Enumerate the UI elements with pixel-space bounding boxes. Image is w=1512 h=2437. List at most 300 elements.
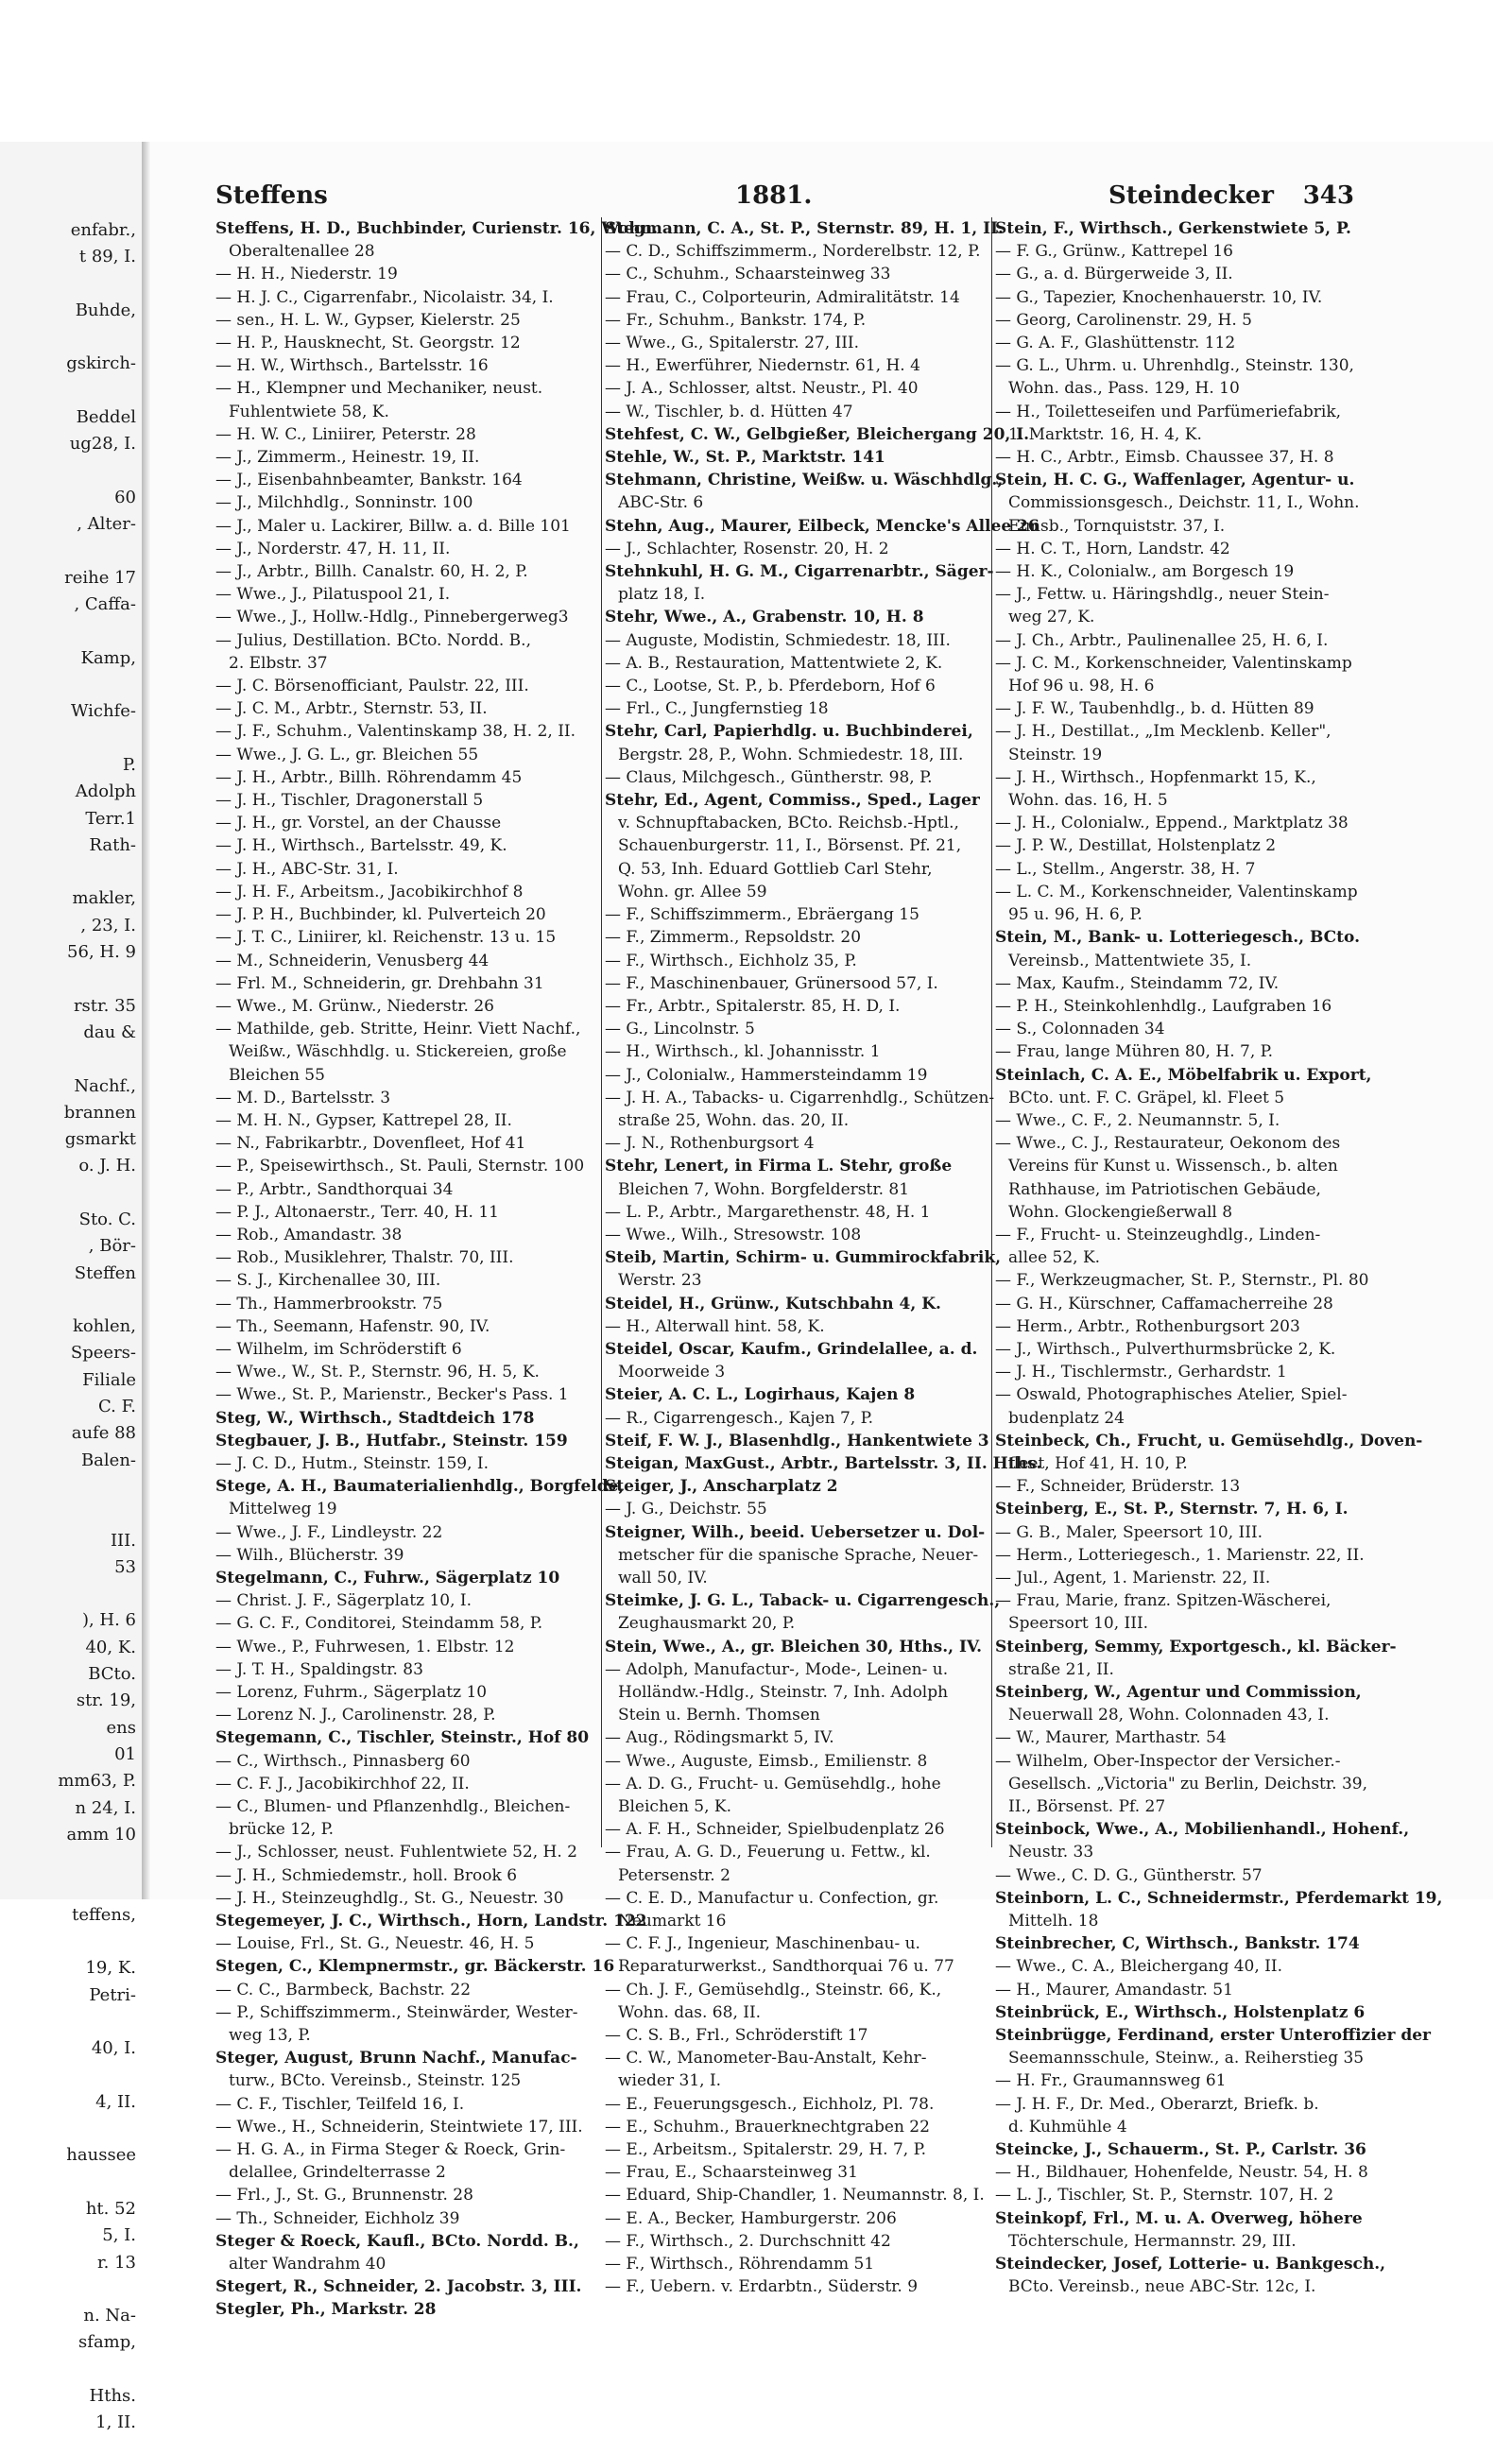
directory-entry: — Fr., Arbtr., Spitalerstr. 85, H. D, I. [605, 996, 901, 1016]
previous-page-line [0, 1581, 142, 1607]
directory-entry: — F. G., Grünw., Kattrepel 16 [995, 242, 1233, 262]
directory-entry: — J. T. H., Spaldingstr. 83 [215, 1659, 423, 1679]
directory-entry: — J. F. W., Taubenhdlg., b. d. Hütten 89 [995, 699, 1314, 719]
directory-entry: — J. H., Schmiedemstr., holl. Brook 6 [215, 1865, 518, 1885]
previous-page-line [0, 378, 142, 404]
directory-entry: Stehnkuhl, H. G. M., Cigarrenarbtr., Säger- [605, 562, 994, 582]
directory-entry: — Wwe., Auguste, Eimsb., Emilienstr. 8 [605, 1751, 928, 1771]
directory-entry: Vereins für Kunst u. Wissensch., b. alten [1008, 1157, 1338, 1176]
directory-entry: — sen., H. L. W., Gypser, Kielerstr. 25 [215, 310, 521, 330]
directory-entry: Oberaltenallee 28 [229, 242, 375, 262]
directory-entry: — J. H., gr. Vorstel, an der Chausse [215, 814, 502, 833]
directory-entry: — J. H. F., Arbeitsm., Jacobikirchhof 8 [215, 882, 524, 901]
previous-page-line: Adolph [75, 781, 136, 802]
previous-page-line: III. [110, 1530, 136, 1551]
directory-entry: — J., Colonialw., Hammersteindamm 19 [605, 1065, 928, 1085]
previous-page-line: n. Na- [83, 2306, 136, 2326]
previous-page-line [0, 458, 142, 485]
directory-entry: 1. Marktstr. 16, H. 4, K. [1008, 424, 1202, 444]
directory-entry: — F., Zimmerm., Repsoldstr. 20 [605, 928, 862, 948]
previous-page-line [0, 324, 142, 351]
directory-entry: Stein, F., Wirthsch., Gerkenstwiete 5, P. [995, 219, 1351, 238]
directory-entry: Eimsb., Tornquiststr. 37, I. [1008, 516, 1226, 536]
directory-entry: Steinbrecher, C, Wirthsch., Bankstr. 174 [995, 1934, 1360, 1954]
previous-page-line: ens [106, 1717, 136, 1738]
previous-page-line [0, 966, 142, 992]
directory-entry: — S., Colonnaden 34 [995, 1020, 1165, 1039]
directory-entry: — J. C. D., Hutm., Steinstr. 159, I. [215, 1453, 490, 1473]
directory-entry: Speersort 10, III. [1008, 1614, 1149, 1634]
directory-entry: Neustr. 33 [1008, 1843, 1094, 1862]
directory-entry: wieder 31, I. [618, 2071, 722, 2091]
previous-page-line: enfabr., [70, 220, 136, 240]
directory-entry: Steinlach, C. A. E., Möbelfabrik u. Export, [995, 1065, 1372, 1085]
directory-entry: — M. D., Bartelsstr. 3 [215, 1088, 391, 1107]
directory-entry: — C. W., Manometer-Bau-Anstalt, Kehr- [605, 2049, 927, 2068]
previous-page-line [0, 726, 142, 752]
previous-page-line: 4, II. [95, 2091, 136, 2112]
directory-entry: Steger & Roeck, Kaufl., BCto. Nordd. B., [215, 2231, 579, 2251]
directory-entry: Neumarkt 16 [618, 1912, 727, 1931]
previous-page-line: teffens, [72, 1904, 136, 1925]
directory-entry: — Wwe., C. A., Bleichergang 40, II. [995, 1957, 1283, 1977]
directory-entry: Moorweide 3 [618, 1363, 726, 1382]
directory-entry: Werstr. 23 [618, 1271, 702, 1291]
directory-column-3 [995, 217, 1443, 2297]
previous-page-line: Terr.1 [85, 808, 136, 829]
directory-entry: — C., Schuhm., Schaarsteinweg 33 [605, 265, 891, 284]
directory-entry: — J. N., Rothenburgsort 4 [605, 1134, 815, 1154]
directory-entry: — C. F. J., Ingenieur, Maschinenbau- u. [605, 1934, 920, 1954]
directory-entry: Wohn. Glockengießerwall 8 [1008, 1202, 1233, 1222]
previous-page-line: aufe 88 [71, 1423, 136, 1444]
directory-entry: — H. K., Colonialw., am Borgesch 19 [995, 562, 1295, 582]
directory-entry: — Wwe., G., Spitalerstr. 27, III. [605, 334, 860, 353]
directory-entry: Rathhause, im Patriotischen Gebäude, [1008, 1179, 1321, 1199]
directory-entry: — Wwe., J. G. L., gr. Bleichen 55 [215, 745, 479, 764]
previous-page-line: , Alter- [77, 514, 136, 535]
previous-page-line [0, 1474, 142, 1501]
directory-entry: — J., Fettw. u. Häringshdlg., neuer Stein- [995, 585, 1330, 605]
directory-entry: — G. B., Maler, Speersort 10, III. [995, 1522, 1263, 1542]
directory-entry: — G., a. d. Bürgerweide 3, II. [995, 265, 1233, 284]
directory-entry: — J. T. C., Liniirer, kl. Reichenstr. 13 u. 15 [215, 928, 557, 948]
previous-page-line: 60 [114, 487, 136, 507]
directory-entry: Wohn. das. 68, II. [618, 2002, 762, 2022]
directory-entry: Stehr, Lenert, in Firma L. Stehr, große [605, 1157, 953, 1176]
directory-entry: — C. F. J., Jacobikirchhof 22, II. [215, 1774, 470, 1793]
book-gutter [142, 142, 151, 1899]
previous-page-line: P. [122, 754, 136, 775]
directory-entry: — Wwe., St. P., Marienstr., Becker's Pass. 1 [215, 1385, 569, 1405]
directory-entry: Steincke, J., Schauerm., St. P., Carlstr. 36 [995, 2140, 1366, 2160]
directory-entry: — C. F., Tischler, Teilfeld 16, I. [215, 2094, 465, 2114]
directory-entry: Stegelmann, C., Fuhrw., Sägerplatz 10 [215, 1568, 560, 1587]
directory-entry: — S. J., Kirchenallee 30, III. [215, 1271, 441, 1291]
directory-entry: — H., Ewerführer, Niedernstr. 61, H. 4 [605, 356, 920, 376]
directory-entry: Bleichen 7, Wohn. Borgfelderstr. 81 [618, 1179, 910, 1199]
directory-entry: Töchterschule, Hermannstr. 29, III. [1008, 2231, 1297, 2251]
directory-entry: Wohn. das. 16, H. 5 [1008, 791, 1168, 811]
directory-entry: — H. W. C., Liniirer, Peterstr. 28 [215, 424, 476, 444]
directory-entry: — Auguste, Modistin, Schmiedestr. 18, III. [605, 630, 951, 650]
directory-entry: — J. H., Destillat., „Im Mecklenb. Keller", [995, 722, 1332, 742]
directory-entry: — C. S. B., Frl., Schröderstift 17 [605, 2026, 868, 2046]
directory-entry: — J., Wirthsch., Pulverthurmsbrücke 2, K. [995, 1339, 1336, 1359]
directory-entry: — J. H., Colonialw., Eppend., Marktplatz 38 [995, 814, 1349, 833]
directory-entry: Steif, F. W. J., Blasenhdlg., Hankentwiete 3 [605, 1431, 989, 1450]
previous-page-line: Petri- [89, 1984, 136, 2005]
directory-entry: Stege, A. H., Baumaterialienhdlg., Borgfelde, [215, 1477, 625, 1497]
directory-entry: Holländw.-Hdlg., Steinstr. 7, Inh. Adolph [618, 1683, 949, 1702]
directory-entry: — C. C., Barmbeck, Bachstr. 22 [215, 1980, 472, 1999]
previous-page-line: str. 19, [76, 1690, 136, 1711]
directory-entry: — E., Schuhm., Brauerknechtgraben 22 [605, 2117, 930, 2137]
previous-page-line [0, 618, 142, 644]
directory-entry: Wohn. das., Pass. 129, H. 10 [1008, 379, 1240, 399]
directory-entry: Weißw., Wäschhdlg. u. Stickereien, große [229, 1042, 567, 1062]
directory-entry: — H., Bildhauer, Hohenfelde, Neustr. 54, H. 8 [995, 2163, 1368, 2183]
previous-page-edge [0, 142, 145, 2433]
directory-entry: — Frau, lange Mühren 80, H. 7, P. [995, 1042, 1274, 1062]
directory-entry: Schauenburgerstr. 11, I., Börsenst. Pf. 21, [618, 836, 962, 856]
previous-page-line: , Caffa- [74, 594, 136, 615]
directory-entry: — H. H., Niederstr. 19 [215, 265, 398, 284]
directory-entry: straße 25, Wohn. das. 20, II. [618, 1110, 850, 1130]
directory-entry: — R., Cigarrengesch., Kajen 7, P. [605, 1408, 874, 1428]
directory-entry: — Claus, Milchgesch., Güntherstr. 98, P. [605, 767, 933, 787]
previous-page-line: makler, [72, 888, 136, 909]
previous-page-line: 19, K. [85, 1958, 136, 1979]
previous-page-line: ht. 52 [85, 2198, 136, 2219]
directory-entry: d. Kuhmühle 4 [1008, 2117, 1127, 2137]
previous-page-line [0, 1848, 142, 1875]
previous-page-line: Buhde, [75, 300, 136, 320]
directory-entry: — P. J., Altonaerstr., Terr. 40, H. 11 [215, 1202, 499, 1222]
directory-entry: — Th., Schneider, Eichholz 39 [215, 2208, 460, 2228]
directory-entry: — H., Wirthsch., kl. Johannisstr. 1 [605, 1042, 881, 1062]
previous-page-line: reihe 17 [64, 567, 136, 588]
directory-entry: — L. C. M., Korkenschneider, Valentinskamp [995, 882, 1358, 901]
directory-entry: — Wilhelm, Ober-Inspector der Versicher.- [995, 1751, 1341, 1771]
directory-entry: — H. W., Wirthsch., Bartelsstr. 16 [215, 356, 489, 376]
header-year: 1881. [735, 181, 813, 210]
directory-entry: — C. D., Schiffszimmerm., Norderelbstr. 12, P. [605, 242, 981, 262]
directory-entry: — E. A., Becker, Hamburgerstr. 206 [605, 2208, 897, 2228]
directory-entry: — Wwe., H., Schneiderin, Steintwiete 17, III. [215, 2117, 583, 2137]
directory-entry: Steigan, MaxGust., Arbtr., Bartelsstr. 3, II. Hths. [605, 1453, 1042, 1473]
directory-entry: platz 18, I. [618, 585, 706, 605]
directory-entry: Steinberg, E., St. P., Sternstr. 7, H. 6, I. [995, 1500, 1349, 1519]
directory-entry: — J. C. M., Arbtr., Sternstr. 53, II. [215, 699, 488, 719]
directory-entry: Steiger, J., Anscharplatz 2 [605, 1477, 838, 1497]
previous-page-line: C. F. [98, 1397, 136, 1417]
directory-entry: Steinbrügge, Ferdinand, erster Unteroffizier der [995, 2026, 1432, 2046]
previous-page-line: brannen [63, 1102, 136, 1123]
directory-entry: Steinborn, L. C., Schneidermstr., Pferdemarkt 19, [995, 1888, 1443, 1908]
directory-entry: — W., Maurer, Marthastr. 54 [995, 1728, 1227, 1748]
directory-entry: Stegen, C., Klempnermstr., gr. Bäckerstr. 16 [215, 1957, 615, 1977]
previous-page-line [0, 672, 142, 698]
directory-entry: — F., Werkzeugmacher, St. P., Sternstr., Pl. 80 [995, 1271, 1369, 1291]
directory-entry: Stehmann, Christine, Weißw. u. Wäschhdlg., [605, 471, 1004, 490]
header-right-keyword: Steindecker [1108, 181, 1274, 210]
previous-page-text [0, 217, 142, 2433]
directory-entry: Stehfest, C. W., Gelbgießer, Bleichergang 20, I. [605, 424, 1030, 444]
previous-page-line [0, 1046, 142, 1073]
directory-entry: — H. C., Arbtr., Eimsb. Chaussee 37, H. 8 [995, 448, 1334, 468]
directory-entry: delallee, Grindelterrasse 2 [229, 2163, 446, 2183]
directory-entry: — F., Schiffszimmerm., Ebräergang 15 [605, 905, 919, 925]
directory-entry: — J. H., Arbtr., Billh. Röhrendamm 45 [215, 767, 523, 787]
directory-entry: — Wwe., M. Grünw., Niederstr. 26 [215, 996, 494, 1016]
directory-entry: — J. G., Deichstr. 55 [605, 1500, 767, 1519]
directory-entry: — Th., Hammerbrookstr. 75 [215, 1294, 443, 1313]
previous-page-line: 1, II. [95, 2412, 136, 2433]
directory-entry: allee 52, K. [1008, 1248, 1101, 1268]
directory-entry: Steindecker, Josef, Lotterie- u. Bankgesch., [995, 2255, 1386, 2274]
directory-entry: — Eduard, Ship-Chandler, 1. Neumannstr. 8, I. [605, 2186, 985, 2205]
directory-entry: — Jul., Agent, 1. Marienstr. 22, II. [995, 1568, 1271, 1587]
directory-entry: straße 21, II. [1008, 1659, 1114, 1679]
directory-entry: Bleichen 5, K. [618, 1797, 732, 1817]
directory-entry: Stehle, W., St. P., Marktstr. 141 [605, 448, 885, 468]
directory-entry: Steigner, Wilh., beeid. Uebersetzer u. Dol- [605, 1522, 986, 1542]
previous-page-line: Hths. [89, 2386, 136, 2407]
directory-entry: fleet, Hof 41, H. 10, P. [1008, 1453, 1188, 1473]
running-header [215, 181, 1354, 214]
directory-entry: — Rob., Musiklehrer, Thalstr. 70, III. [215, 1248, 514, 1268]
directory-entry: Steg, W., Wirthsch., Stadtdeich 178 [215, 1408, 535, 1428]
directory-entry: v. Schnupftabacken, BCto. Reichsb.-Hptl., [618, 814, 959, 833]
previous-page-line: r. 13 [97, 2252, 136, 2273]
previous-page-line [0, 2276, 142, 2303]
directory-entry: — Max, Kaufm., Steindamm 72, IV. [995, 973, 1280, 993]
previous-page-line [0, 1875, 142, 1901]
previous-page-line [0, 1180, 142, 1207]
directory-entry: Stegmann, C. A., St. P., Sternstr. 89, H. 1, II. [605, 219, 1004, 238]
directory-entry: — W., Tischler, b. d. Hütten 47 [605, 402, 853, 421]
previous-page-line: n 24, I. [75, 1797, 136, 1818]
previous-page-line: Balen- [80, 1450, 136, 1470]
previous-page-line: t 89, I. [78, 247, 136, 267]
previous-page-line: gsmarkt [64, 1129, 136, 1150]
directory-entry: — J. P. H., Buchbinder, kl. Pulverteich 20 [215, 905, 546, 925]
directory-entry: turw., BCto. Vereinsb., Steinstr. 125 [229, 2071, 522, 2091]
directory-entry: — G., Tapezier, Knochenhauerstr. 10, IV. [995, 287, 1323, 307]
previous-page-line [0, 539, 142, 565]
directory-entry: — Th., Seemann, Hafenstr. 90, IV. [215, 1316, 490, 1336]
previous-page-line: Beddel [76, 407, 136, 428]
directory-entry: — J. H., ABC-Str. 31, I. [215, 859, 399, 879]
directory-entry: — Wwe., P., Fuhrwesen, 1. Elbstr. 12 [215, 1637, 515, 1656]
previous-page-line: 56, H. 9 [67, 942, 136, 963]
directory-entry: — J., Schlachter, Rosenstr. 20, H. 2 [605, 539, 889, 558]
directory-entry: Wohn. gr. Allee 59 [618, 882, 767, 901]
directory-entry: — P., Arbtr., Sandthorquai 34 [215, 1179, 454, 1199]
directory-entry: Stegemann, C., Tischler, Steinstr., Hof 80 [215, 1728, 590, 1748]
directory-entry: II., Börsenst. Pf. 27 [1008, 1797, 1166, 1817]
directory-entry: Steimke, J. G. L., Taback- u. Cigarrengesch., [605, 1591, 1001, 1611]
directory-entry: — C., Lootse, St. P., b. Pferdeborn, Hof 6 [605, 677, 936, 696]
directory-entry: — Fr., Schuhm., Bankstr. 174, P. [605, 310, 867, 330]
directory-entry: Neuerwall 28, Wohn. Colonnaden 43, I. [1008, 1706, 1330, 1725]
directory-entry: — Frau, E., Schaarsteinweg 31 [605, 2163, 858, 2183]
directory-entry: 95 u. 96, H. 6, P. [1008, 905, 1143, 925]
directory-entry: Steinberg, Semmy, Exportgesch., kl. Bäcker- [995, 1637, 1397, 1656]
directory-entry: — Frau, Marie, franz. Spitzen-Wäscherei, [995, 1591, 1332, 1611]
previous-page-line: , 23, I. [80, 915, 136, 935]
previous-page-line: gskirch- [66, 353, 136, 374]
directory-entry: — J., Schlosser, neust. Fuhlentwiete 52, H. 2 [215, 1843, 577, 1862]
directory-entry: Stein, H. C. G., Waffenlager, Agentur- u. [995, 471, 1355, 490]
directory-entry: — F., Maschinenbauer, Grünersood 57, I. [605, 973, 938, 993]
previous-page-line: Kamp, [80, 647, 136, 668]
directory-entry: — J. A., Schlosser, altst. Neustr., Pl. 40 [605, 379, 919, 399]
directory-entry: — Julius, Destillation. BCto. Nordd. B., [215, 630, 531, 650]
directory-entry: — Adolph, Manufactur-, Mode-, Leinen- u. [605, 1659, 949, 1679]
directory-entry: — M. H. N., Gypser, Kattrepel 28, II. [215, 1110, 512, 1130]
directory-entry: — Herm., Lotteriegesch., 1. Marienstr. 22, II. [995, 1545, 1365, 1565]
directory-entry: — Frl. M., Schneiderin, gr. Drehbahn 31 [215, 973, 544, 993]
directory-entry: Stein, M., Bank- u. Lotteriegesch., BCto. [995, 928, 1360, 948]
directory-entry: Stegert, R., Schneider, 2. Jacobstr. 3, III. [215, 2277, 582, 2297]
directory-entry: Steidel, H., Grünw., Kutschbahn 4, K. [605, 1294, 941, 1313]
directory-entry: Steinbrück, E., Wirthsch., Holstenplatz 6 [995, 2002, 1366, 2022]
directory-entry: — Mathilde, geb. Stritte, Heinr. Viett Nachf., [215, 1020, 581, 1039]
previous-page-line [0, 859, 142, 885]
directory-entry: budenplatz 24 [1008, 1408, 1125, 1428]
directory-entry: — E., Arbeitsm., Spitalerstr. 29, H. 7, P. [605, 2140, 926, 2160]
previous-page-line: BCto. [88, 1664, 136, 1685]
directory-entry: — J., Arbtr., Billh. Canalstr. 60, H. 2, P. [215, 562, 528, 582]
directory-entry: — G. A. F., Glashüttenstr. 112 [995, 334, 1236, 353]
directory-entry: — G., Lincolnstr. 5 [605, 1020, 755, 1039]
directory-entry: — Wwe., W., St. P., Sternstr. 96, H. 5, K. [215, 1363, 540, 1382]
directory-entry: Q. 53, Inh. Eduard Gottlieb Carl Stehr, [618, 859, 933, 879]
directory-entry: — J. H., Tischler, Dragonerstall 5 [215, 791, 484, 811]
directory-entry: — H. C. T., Horn, Landstr. 42 [995, 539, 1230, 558]
directory-entry: — M., Schneiderin, Venusberg 44 [215, 951, 490, 970]
directory-entry: — H., Alterwall hint. 58, K. [605, 1316, 825, 1336]
previous-page-line: Filiale [82, 1369, 136, 1390]
directory-entry: Steinkopf, Frl., M. u. A. Overweg, höhere [995, 2208, 1363, 2228]
directory-entry: — J., Zimmerm., Heinestr. 19, II. [215, 448, 480, 468]
directory-entry: Steinberg, W., Agentur und Commission, [995, 1683, 1362, 1702]
previous-page-line: kohlen, [72, 1316, 136, 1337]
directory-entry: — Lorenz N. J., Carolinenstr. 28, P. [215, 1706, 496, 1725]
directory-entry: — G. L., Uhrm. u. Uhrenhdlg., Steinstr. 130, [995, 356, 1354, 376]
directory-entry: — J. H., Tischlermstr., Gerhardstr. 1 [995, 1363, 1287, 1382]
directory-entry: — J. H., Wirthsch., Bartelsstr. 49, K. [215, 836, 507, 856]
directory-entry: — E., Feuerungsgesch., Eichholz, Pl. 78. [605, 2094, 935, 2114]
directory-entry: — J. H. A., Tabacks- u. Cigarrenhdlg., Schützen- [605, 1088, 995, 1107]
previous-page-line: 40, I. [91, 2038, 136, 2059]
previous-page-line: haussee [66, 2145, 136, 2166]
directory-entry: 2. Elbstr. 37 [229, 653, 328, 673]
directory-entry: — C., Wirthsch., Pinnasberg 60 [215, 1751, 471, 1771]
directory-entry: Mittelh. 18 [1008, 1912, 1099, 1931]
previous-page-line: 01 [114, 1743, 136, 1764]
previous-page-line [0, 2062, 142, 2088]
directory-entry: — J. P. W., Destillat, Holstenplatz 2 [995, 836, 1277, 856]
directory-entry: — J. C. M., Korkenschneider, Valentinskamp [995, 653, 1352, 673]
previous-page-line: sfamp, [78, 2332, 136, 2353]
directory-entry: — J. H., Steinzeughdlg., St. G., Neuestr. 30 [215, 1888, 564, 1908]
directory-entry: Steinstr. 19 [1008, 745, 1103, 764]
directory-entry: — J., Norderstr. 47, H. 11, II. [215, 539, 451, 558]
directory-entry: — A. F. H., Schneider, Spielbudenplatz 26 [605, 1820, 945, 1840]
directory-entry: Steffens, H. D., Buchbinder, Curienstr. 16, Wohn. [215, 219, 658, 238]
directory-entry: Fuhlentwiete 58, K. [229, 402, 389, 421]
previous-page-line: ), H. 6 [81, 1610, 136, 1631]
directory-entry: — Wilhelm, im Schröderstift 6 [215, 1339, 462, 1359]
directory-entry: — P. H., Steinkohlenhdlg., Laufgraben 16 [995, 996, 1332, 1016]
directory-entry: Bleichen 55 [229, 1065, 325, 1085]
directory-entry: — L. J., Tischler, St. P., Sternstr. 107, H. 2 [995, 2186, 1334, 2205]
directory-entry: — J., Maler u. Lackirer, Billw. a. d. Bille 101 [215, 516, 571, 536]
previous-page-line: 5, I. [102, 2225, 136, 2246]
directory-entry: Stegbauer, J. B., Hutfabr., Steinstr. 159 [215, 1431, 568, 1450]
directory-entry: Hof 96 u. 98, H. 6 [1008, 677, 1155, 696]
previous-page-line [0, 1287, 142, 1313]
directory-entry: — H. G. A., in Firma Steger & Roeck, Grin- [215, 2140, 566, 2160]
previous-page-line: mm63, P. [58, 1771, 136, 1792]
directory-entry: — A. D. G., Frucht- u. Gemüsehdlg., hohe [605, 1774, 941, 1793]
directory-entry: — F., Wirthsch., 2. Durchschnitt 42 [605, 2231, 891, 2251]
directory-entry: — Wwe., C. D. G., Güntherstr. 57 [995, 1865, 1263, 1885]
directory-entry: — Ch. J. F., Gemüsehdlg., Steinstr. 66, K., [605, 1980, 942, 1999]
directory-entry: — L., Stellm., Angerstr. 38, H. 7 [995, 859, 1256, 879]
directory-entry: — H. Fr., Graumannsweg 61 [995, 2071, 1227, 2091]
directory-entry: Stehr, Ed., Agent, Commiss., Sped., Lager [605, 791, 980, 811]
directory-entry: — H., Klempner und Mechaniker, neust. [215, 379, 543, 399]
previous-page-line: 53 [114, 1556, 136, 1577]
previous-page-line: Wichfe- [70, 701, 136, 722]
directory-entry: — Wwe., C. F., 2. Neumannstr. 5, I. [995, 1110, 1280, 1130]
directory-entry: — J. Ch., Arbtr., Paulinenallee 25, H. 6, I. [995, 630, 1329, 650]
directory-entry: Seemannsschule, Steinw., a. Reiherstieg 35 [1008, 2049, 1365, 2068]
directory-entry: — Aug., Rödingsmarkt 5, IV. [605, 1728, 834, 1748]
directory-entry: — H., Toiletteseifen und Parfümeriefabrik, [995, 402, 1342, 421]
previous-page-line: Speers- [70, 1343, 136, 1364]
previous-page-line: o. J. H. [78, 1156, 136, 1176]
directory-entry: Stehn, Aug., Maurer, Eilbeck, Mencke's Allee 26 [605, 516, 1040, 536]
directory-entry: — Georg, Carolinenstr. 29, H. 5 [995, 310, 1252, 330]
directory-entry: — Frl., C., Jungfernstieg 18 [605, 699, 829, 719]
directory-entry: — Wwe., C. J., Restaurateur, Oekonom des [995, 1134, 1341, 1154]
directory-entry: metscher für die spanische Sprache, Neuer- [618, 1545, 979, 1565]
directory-entry: — J. C. Börsenofficiant, Paulstr. 22, III. [215, 677, 529, 696]
directory-entry: Steinbeck, Ch., Frucht, u. Gemüsehdlg., Doven- [995, 1431, 1423, 1450]
directory-entry: ABC-Str. 6 [618, 493, 704, 513]
previous-page-line: dau & [83, 1021, 136, 1042]
directory-entry: Steidel, Oscar, Kaufm., Grindelallee, a. d. [605, 1339, 978, 1359]
previous-page-line: rstr. 35 [73, 995, 136, 1016]
previous-page-line: 40, K. [85, 1637, 136, 1657]
previous-page-line [0, 2170, 142, 2196]
directory-entry: — J. H. F., Dr. Med., Oberarzt, Briefk. b. [995, 2094, 1319, 2114]
directory-entry: — Oswald, Photographisches Atelier, Spiel- [995, 1385, 1348, 1405]
directory-entry: — Frl., J., St. G., Brunnenstr. 28 [215, 2186, 473, 2205]
previous-page-line [0, 2009, 142, 2035]
previous-page-line: Rath- [89, 834, 136, 855]
directory-entry: — F., Wirthsch., Röhrendamm 51 [605, 2255, 875, 2274]
directory-entry: — H. P., Hausknecht, St. Georgstr. 12 [215, 334, 521, 353]
directory-entry: Steib, Martin, Schirm- u. Gummirockfabrik, [605, 1248, 1002, 1268]
directory-entry: — Herm., Arbtr., Rothenburgsort 203 [995, 1316, 1300, 1336]
previous-page-line: Nachf., [74, 1075, 136, 1096]
